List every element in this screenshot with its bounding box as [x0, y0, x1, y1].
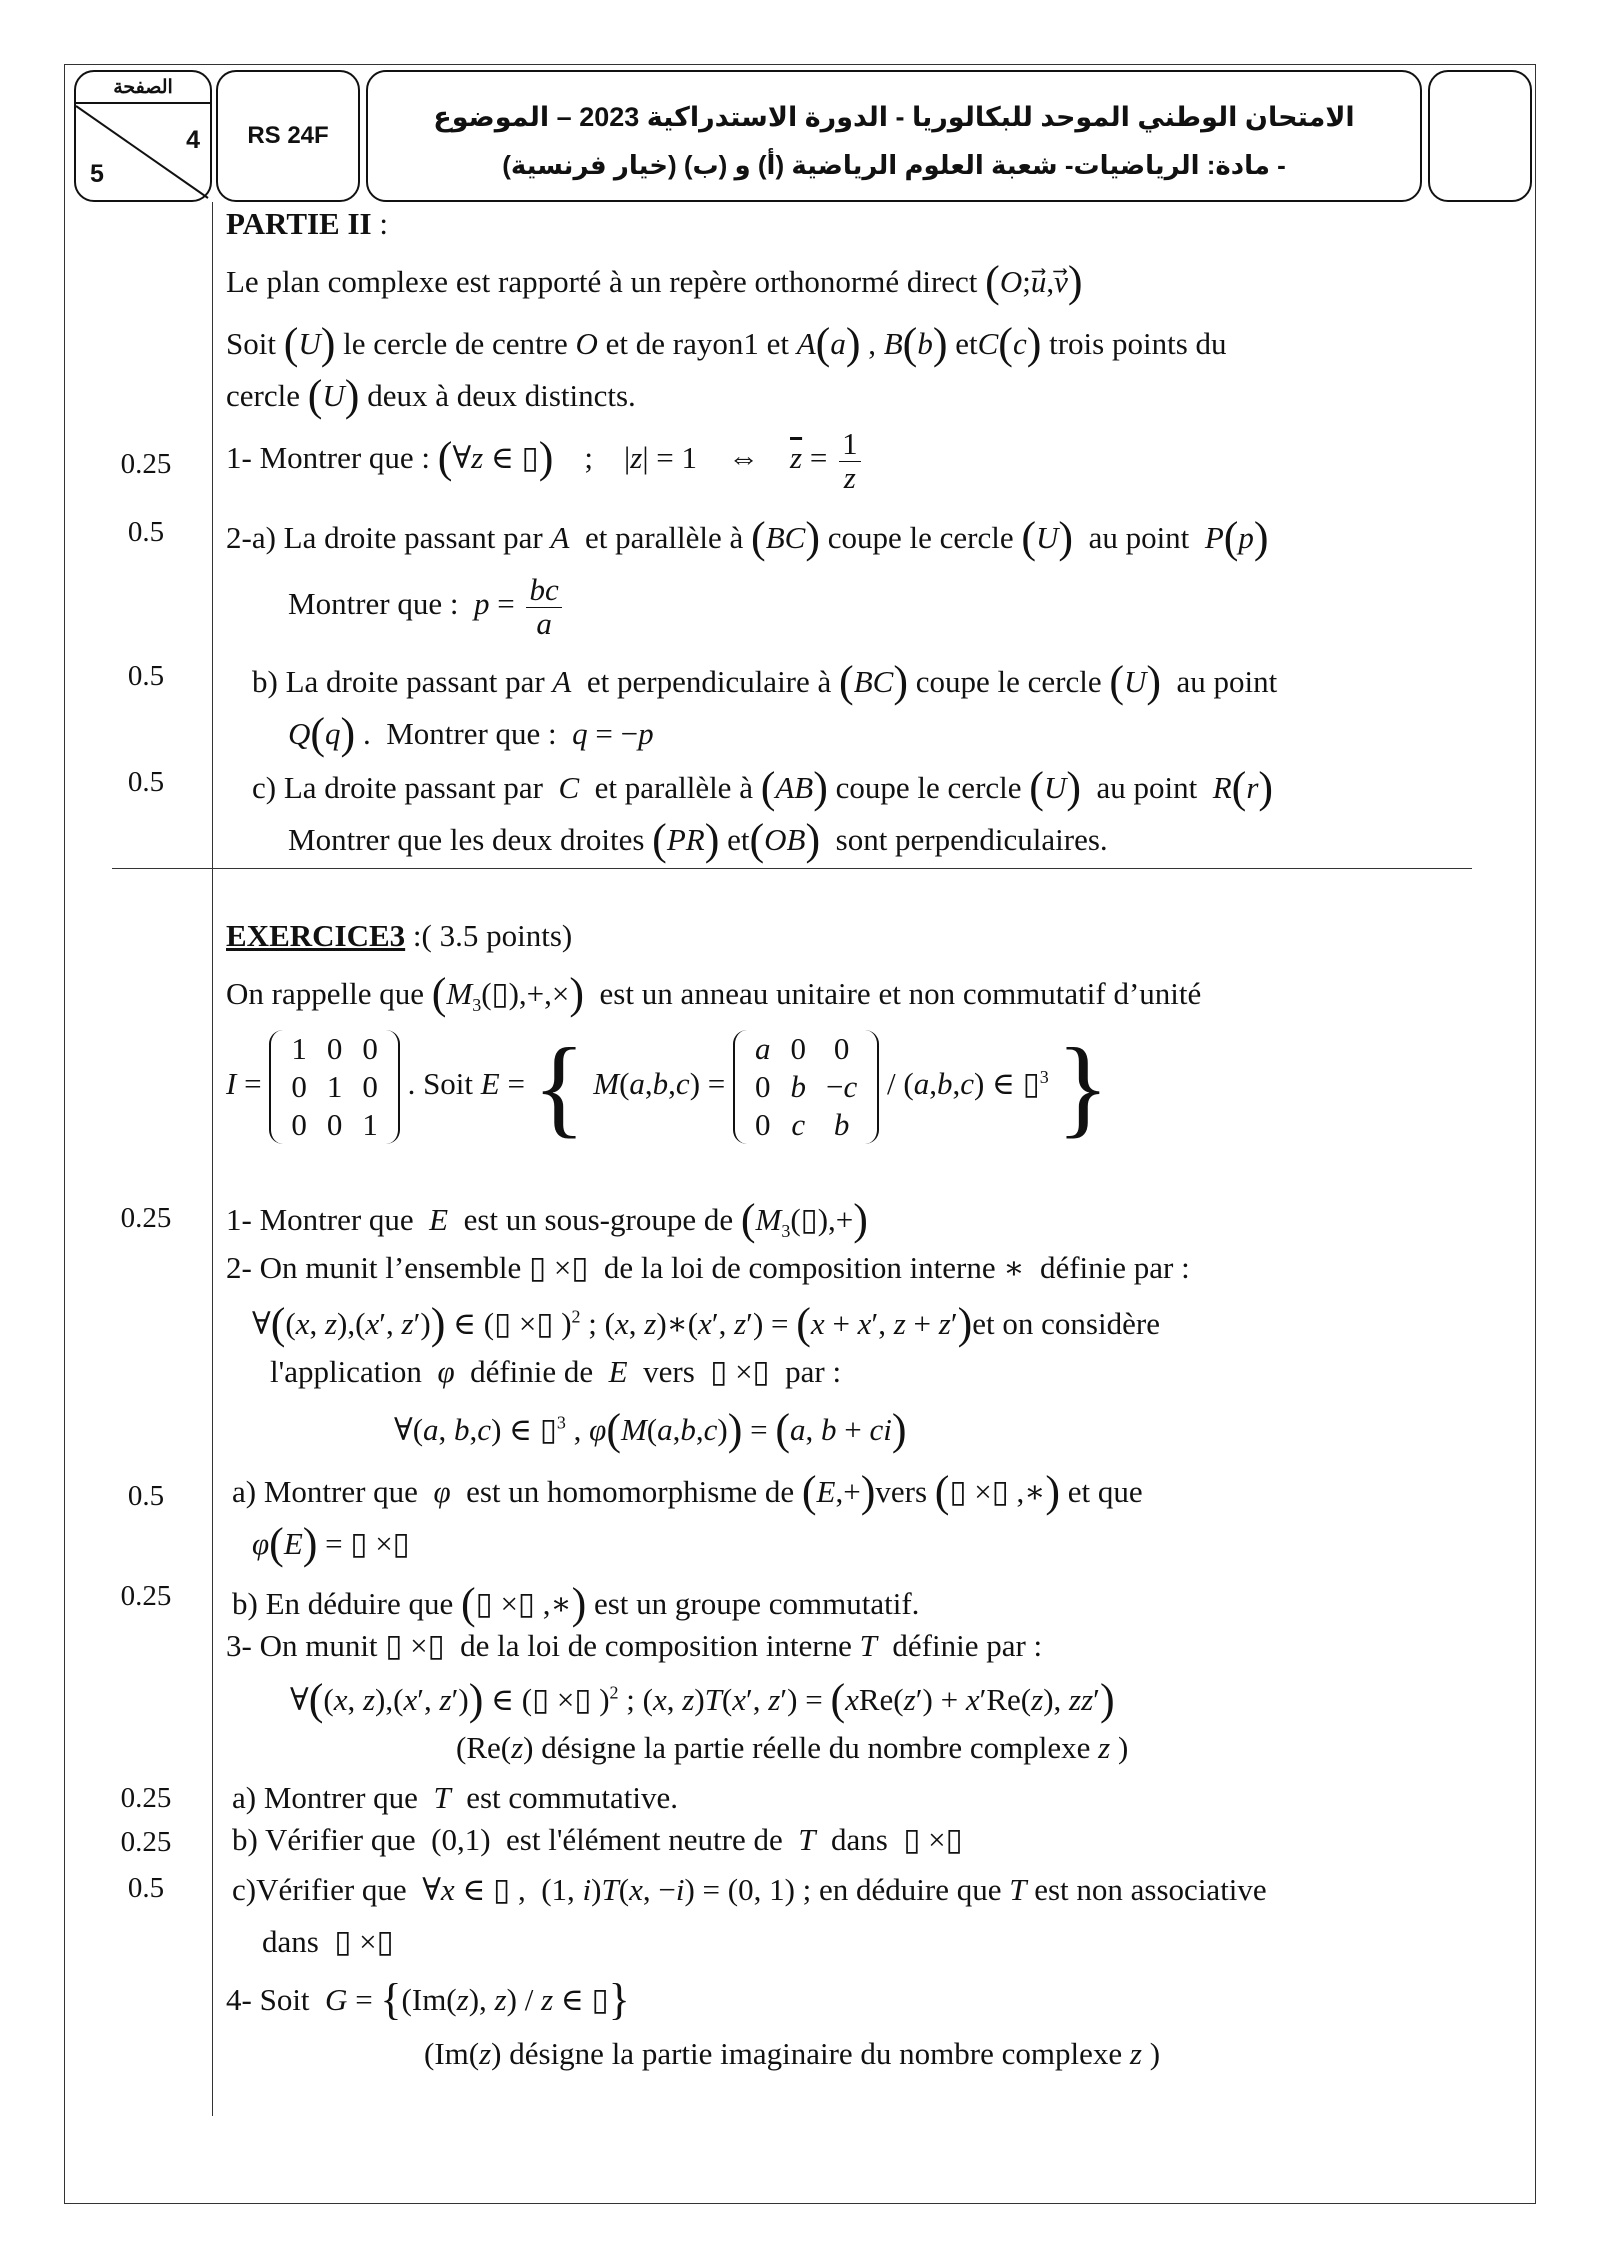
question-2a: 2-a) La droite passant par A et parallèle à (BC) coupe le cercle (U) au point P(p) — [226, 513, 1269, 562]
question-2c-show: Montrer que les deux droites (PR) et(OB) sont perpendiculaires. — [288, 815, 1108, 864]
question-2-ex3: 2- On munit l’ensemble ▯ ×▯ de la loi de composition interne ∗ définie par : — [226, 1250, 1190, 1285]
score: 0.5 — [127, 1872, 165, 1904]
exam-title-box — [366, 70, 1422, 202]
partie-intro-2: Soit (U) le cercle de centre O et de rayon1 et A(a) , B(b) etC(c) trois points du — [226, 319, 1227, 368]
section-divider — [112, 868, 1472, 869]
question-1: 1- Montrer que : (∀z ∈ ▯) ; |z| = 1 ⇔ $\overline{z}$ = $\frac{1}{z}$ — [226, 428, 865, 494]
identity-matrix: 1 0 0 0 1 0 0 0 1 — [269, 1030, 400, 1144]
question-4-ex3: 4- Soit G = {(Im(z), z) / z ∈ ▯} — [226, 1975, 630, 2024]
page-label: الصفحة — [113, 77, 173, 98]
im-note: (Im(z) désigne la partie imaginaire du nombre complexe z ) — [424, 2036, 1161, 2071]
score: 0.25 — [120, 1202, 172, 1234]
blank-box — [1428, 70, 1532, 202]
score: 0.5 — [127, 660, 165, 692]
score: 0.5 — [127, 516, 165, 548]
law-T-definition: ∀((x, z),(x′, z′)) ∈ (▯ ×▯ )$^2$ ; (x, z)T(x′, z′) = (xRe(z′) + x′Re(z), zz′) — [290, 1675, 1115, 1724]
re-note: (Re(z) désigne la partie réelle du nombre complexe z ) — [456, 1730, 1129, 1765]
phi-definition: l'application φ définie de E vers ▯ ×▯ par : — [270, 1354, 842, 1389]
score: 0.25 — [120, 1782, 172, 1814]
exam-title: الامتحان الوطني الموحد للبكالوريا - الدورة الاستدراكية 2023 – الموضوع — [433, 102, 1355, 132]
question-2b-show: Q(q) . Montrer que : q = −p — [288, 709, 654, 758]
question-1-ex3: 1- Montrer que E est un sous-groupe de $(M_3(▯),+)$ — [226, 1195, 868, 1244]
question-2a-ex3: a) Montrer que φ est un homomorphisme de (E,+)vers (▯ ×▯ ,∗) et que — [232, 1467, 1143, 1516]
question-3-ex3: 3- On munit ▯ ×▯ de la loi de composition interne T définie par : — [226, 1628, 1043, 1663]
score: 0.25 — [120, 448, 172, 480]
partie-intro-3: cercle (U) deux à deux distincts. — [226, 371, 636, 420]
question-3c-ex3: c)Vérifier que ∀x ∈ ▯ , (1, i)T(x, −i) = (0, 1) ; en déduire que T est non associative — [232, 1872, 1267, 1907]
question-3a-ex3: a) Montrer que T est commutative. — [232, 1780, 678, 1815]
page-current: 4 — [186, 126, 200, 154]
matrix-definitions: I = 1 0 0 0 1 0 0 0 1 . Soit E = { M(a,b,c) = a 0 0 0 b −c 0 c b / (a,b,c) ∈ ▯$^3$ } — [226, 1025, 1110, 1148]
law-star-definition: ∀((x, z),(x′, z′)) ∈ (▯ ×▯ )$^2$ ; (x, z)∗(x′, z′) = (x + x′, z + z′)et on considère — [252, 1299, 1160, 1348]
page-number-box — [74, 70, 212, 202]
question-2b-ex3: b) En déduire que (▯ ×▯ ,∗) est un groupe commutatif. — [232, 1579, 920, 1628]
question-3b-ex3: b) Vérifier que (0,1) est l'élément neutre de T dans ▯ ×▯ — [232, 1822, 963, 1857]
page-total: 5 — [90, 160, 104, 188]
score: 0.5 — [127, 766, 165, 798]
partie-intro: Le plan complexe est rapporté à un repère orthonormé direct (O;u⃗,v) — [226, 257, 1083, 306]
exercise-heading: EXERCICE3 :( 3.5 points) — [226, 918, 573, 953]
phi-image: φ(E) = ▯ ×▯ — [252, 1519, 410, 1568]
score-column-divider — [212, 202, 213, 2116]
phi-formula: ∀(a, b,c) ∈ ▯$^3$ , φ(M(a,b,c)) = (a, b + ci) — [394, 1405, 907, 1454]
question-2a-show: Montrer que : p = $\frac{bc}{a}$ — [288, 574, 566, 640]
matrix-M: a 0 0 0 b −c 0 c b — [733, 1030, 879, 1144]
question-2b: b) La droite passant par A et perpendiculaire à (BC) coupe le cercle (U) au point — [252, 657, 1278, 706]
question-2c: c) La droite passant par C et parallèle à (AB) coupe le cercle (U) au point R(r) — [252, 763, 1274, 812]
exercise-intro: On rappelle que $(M_3(▯),+,\times)$ est un anneau unitaire et non commutatif d’unité — [226, 969, 1202, 1018]
score: 0.25 — [120, 1580, 172, 1612]
score: 0.25 — [120, 1826, 172, 1858]
question-3c-dans: dans ▯ ×▯ — [262, 1924, 394, 1959]
score: 0.5 — [127, 1480, 165, 1512]
exam-code: RS 24F — [216, 70, 360, 202]
partie-heading: PARTIE II : — [226, 206, 388, 241]
exam-subject: - مادة: الرياضيات- شعبة العلوم الرياضية (أ) و (ب) (خيار فرنسية) — [502, 150, 1286, 180]
